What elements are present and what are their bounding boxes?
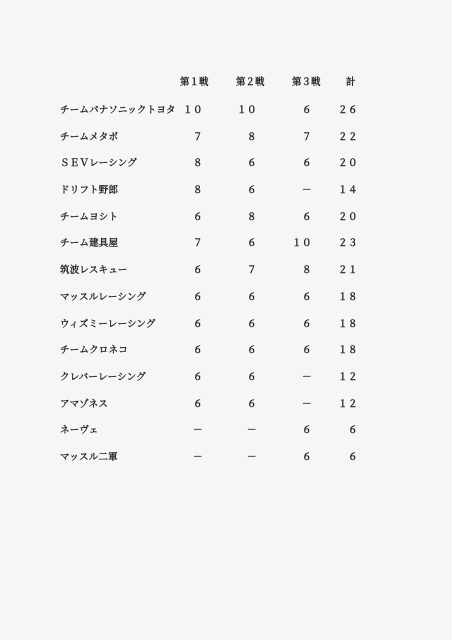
table-row [0,151,452,178]
team-name: チームメタボ [60,131,119,143]
race-2-points: ８ [246,211,257,223]
total-points: １８ [337,318,358,330]
race-1-points: － [192,425,203,437]
race-2-points: ６ [246,371,257,383]
standings-table [0,98,452,472]
race-3-points: ８ [301,265,312,277]
race-3-points: ６ [301,158,312,170]
table-row [0,285,452,312]
table-row [0,98,452,125]
race-2-points: － [246,451,257,463]
race-3-points: １０ [291,238,312,250]
race-1-points: ６ [192,398,203,410]
total-points: ６ [347,451,358,463]
team-name: チームパナソニックトヨタ [60,105,176,116]
team-name: ネーヴェ [60,425,99,437]
race-3-points: ６ [301,291,312,303]
total-points: ２１ [337,265,358,277]
team-name: チーム建具屋 [60,238,119,250]
race-2-points: ６ [246,185,257,197]
table-row [0,418,452,445]
header-race-2: 第２戦 [236,77,265,88]
header-race-3: 第３戦 [292,77,321,88]
race-3-points: ６ [301,211,312,223]
team-name: アマゾネス [60,398,109,410]
team-name: チームヨシト [60,211,119,223]
table-row [0,178,452,205]
race-2-points: ６ [246,238,257,250]
total-points: ２６ [337,105,358,116]
total-points: １４ [337,185,358,197]
race-1-points: ６ [192,371,203,383]
race-2-points: － [246,425,257,437]
team-name: ＳＥＶレーシング [60,158,137,170]
race-1-points: ８ [192,158,203,170]
header-total: 計 [346,77,356,88]
total-points: １８ [337,345,358,357]
total-points: ２０ [337,158,358,170]
race-3-points: － [301,371,312,383]
team-name: クレバーレーシング [60,371,146,383]
table-header [0,74,452,90]
total-points: ６ [347,425,358,437]
race-1-points: ６ [192,291,203,303]
race-3-points: ６ [301,105,312,116]
team-name: マッスルレーシング [60,291,147,303]
team-name: ドリフト野郎 [60,185,119,197]
total-points: １２ [337,371,358,383]
race-1-points: ７ [192,238,203,250]
table-row [0,338,452,365]
race-2-points: ８ [246,131,257,143]
total-points: １８ [337,291,358,303]
team-name: チームクロネコ [60,345,128,357]
table-row [0,445,452,472]
header-race-1: 第１戦 [180,77,209,88]
race-2-points: ６ [246,158,257,170]
race-1-points: － [192,451,203,463]
table-row [0,365,452,392]
race-2-points: ６ [246,398,257,410]
total-points: ２０ [337,211,358,223]
race-1-points: １０ [182,105,203,116]
race-2-points: ６ [246,345,257,357]
race-3-points: ６ [301,345,312,357]
table-row [0,312,452,339]
race-3-points: － [301,185,312,197]
race-1-points: ６ [192,211,203,223]
race-2-points: １０ [236,105,257,116]
table-row [0,258,452,285]
race-3-points: ６ [301,451,312,463]
table-row [0,125,452,152]
race-1-points: ８ [192,185,203,197]
race-3-points: ６ [301,425,312,437]
table-row [0,231,452,258]
team-name: マッスル二軍 [60,451,118,463]
total-points: ２２ [337,131,358,143]
team-name: ウィズミーレーシング [60,318,156,330]
total-points: ２３ [337,238,358,250]
race-2-points: ６ [246,318,257,330]
race-1-points: ６ [192,265,203,277]
race-1-points: ６ [192,318,203,330]
table-row [0,392,452,419]
race-2-points: ７ [246,265,257,277]
table-row [0,205,452,232]
race-2-points: ６ [246,291,257,303]
race-3-points: － [301,398,312,410]
race-3-points: ７ [301,131,312,143]
race-1-points: ７ [192,131,203,143]
race-3-points: ６ [301,318,312,330]
race-1-points: ６ [192,345,203,357]
total-points: １２ [337,398,358,410]
team-name: 筑波レスキュー [60,265,128,277]
